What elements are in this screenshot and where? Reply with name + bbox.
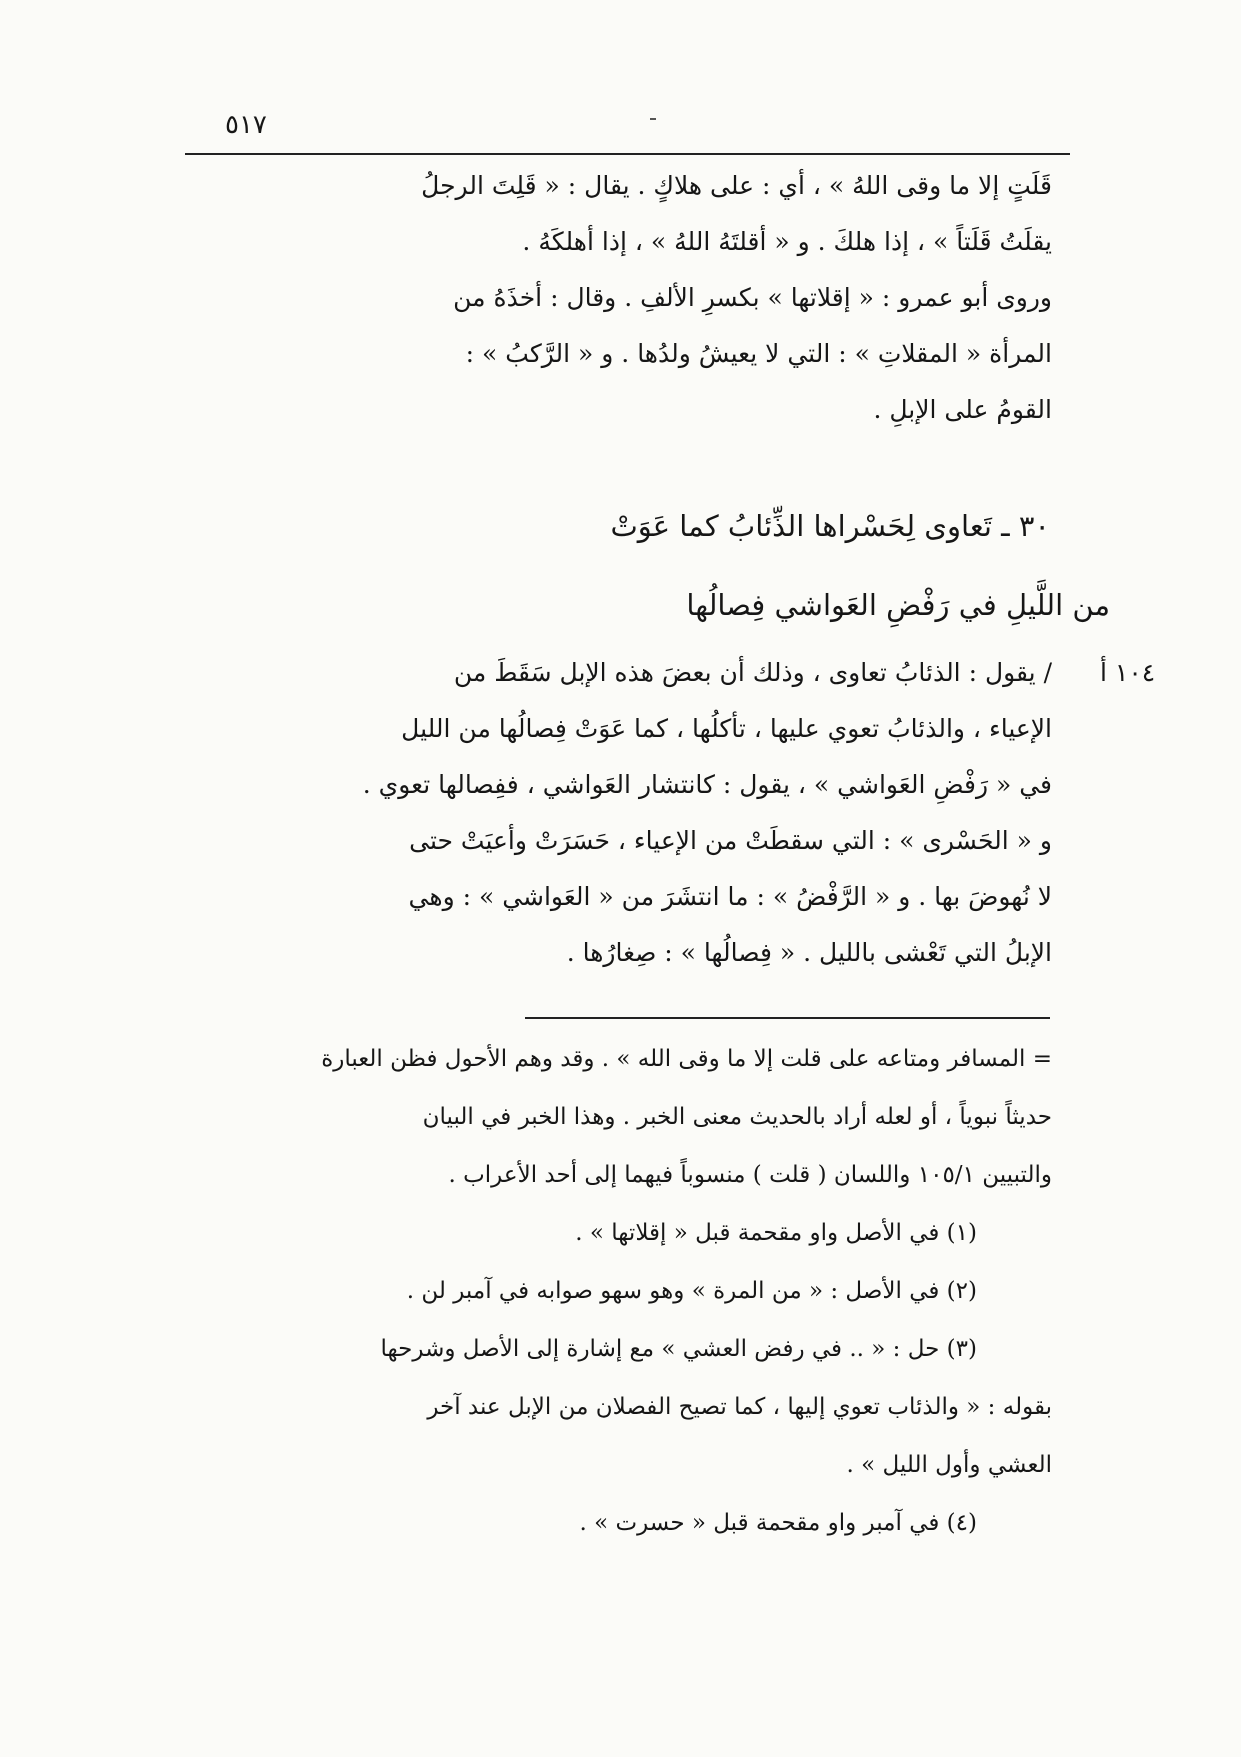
text-line: الإعياء ، والذئابُ تعوي عليها ، تأكلُها ، كما عَوَتْ فِصالُها من الليل xyxy=(401,714,1052,743)
footnote-4: (٤) في آمبر واو مقحمة قبل « حسرت » . xyxy=(579,1510,977,1536)
text-line: الإبلُ التي تَعْشى بالليل . « فِصالُها » : صِغارُها . xyxy=(566,938,1052,967)
text-line: يقلَتُ قَلَتاً » ، إذا هلكَ . و « أقلتَهُ اللهُ » ، إذا أهلكَهُ . xyxy=(522,227,1052,256)
text-line: و « الحَسْرى » : التي سقطَتْ من الإعياء ، حَسَرَتْ وأعيَتْ حتى xyxy=(409,826,1052,855)
footnote-2: (٢) في الأصل : « من المرة » وهو سهو صوابه في آمبر لن . xyxy=(406,1278,977,1304)
header-rule xyxy=(185,153,1070,155)
verse-line-2: من اللَّيلِ في رَفْضِ العَواشي فِصالُها xyxy=(686,588,1110,622)
footnote-1: (١) في الأصل واو مقحمة قبل « إقلاتها » . xyxy=(575,1220,977,1246)
footnote-rule xyxy=(525,1017,1050,1019)
header-mark xyxy=(650,118,656,120)
text-line: وروى أبو عمرو : « إقلاتها » بكسرِ الألفِ . وقال : أخذَهُ من xyxy=(453,283,1052,312)
text-line: / يقول : الذئابُ تعاوى ، وذلك أن بعضَ هذه الإبل سَقَطَ من xyxy=(453,658,1052,687)
footnotes xyxy=(190,1030,1052,1552)
footnote-3: (٣) حل : « .. في رفض العشي » مع إشارة إلى الأصل وشرحها xyxy=(380,1336,977,1362)
footnote-continuation-line: حديثاً نبوياً ، أو لعله أراد بالحديث معنى الخبر . وهذا الخبر في البيان xyxy=(422,1104,1052,1130)
page-header xyxy=(185,110,1070,155)
footnote-continuation-line: والتبيين ١٠٥/١ واللسان ( قلت ) منسوباً فيهما إلى أحد الأعراب . xyxy=(448,1162,1052,1188)
footnote-continuation-line: = المسافر ومتاعه على قلت إلا ما وقى الله » . وقد وهم الأحول فظن العبارة xyxy=(321,1046,1052,1072)
page-number: ٥١٧ xyxy=(225,110,267,140)
commentary-top xyxy=(190,158,1052,438)
margin-folio-note: ١٠٤ أ xyxy=(1100,658,1156,687)
commentary-main xyxy=(190,645,1052,981)
text-line: في « رَفْضِ العَواشي » ، يقول : كانتشار العَواشي ، ففِصالها تعوي . xyxy=(362,770,1052,799)
text-line: لا نُهوضَ بها . و « الرَّفْضُ » : ما انتشَرَ من « العَواشي » : وهي xyxy=(408,882,1052,911)
footnote-3-continuation: بقوله : « والذئاب تعوي إليها ، كما تصيح الفصلان من الإبل عند آخر xyxy=(427,1394,1052,1420)
text-line: القومُ على الإبلِ . xyxy=(873,395,1052,424)
footnote-3-continuation: العشي وأول الليل » . xyxy=(846,1452,1052,1478)
verse-line-1: ٣٠ ـ تَعاوى لِحَسْراها الذِّئابُ كما عَوَتْ xyxy=(610,509,1050,543)
text-line: قَلَتٍ إلا ما وقى اللهُ » ، أي : على هلاكٍ . يقال : « قَلِتَ الرجلُ xyxy=(421,171,1052,200)
text-line: المرأة « المقلاتِ » : التي لا يعيشُ ولدُها . و « الرَّكبُ » : xyxy=(465,339,1052,368)
